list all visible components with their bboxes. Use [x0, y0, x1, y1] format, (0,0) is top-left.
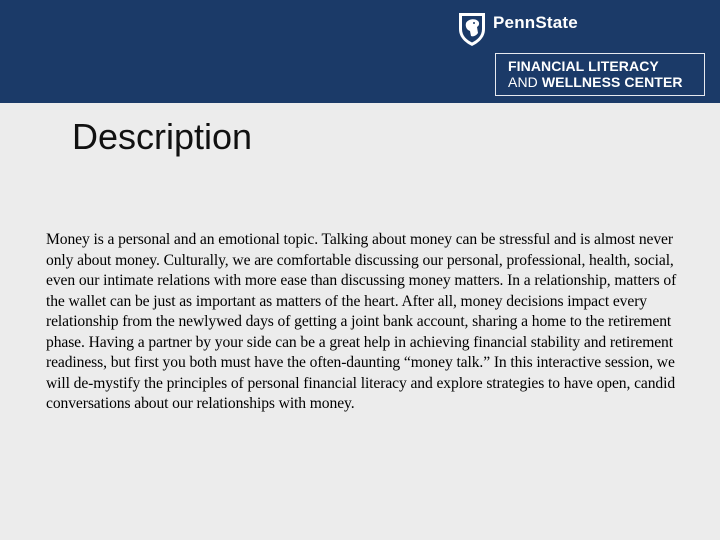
center-name-line1: FINANCIAL LITERACY — [508, 58, 659, 74]
center-logo-box — [495, 53, 705, 96]
slide-title: Description — [72, 116, 253, 157]
header-banner — [0, 0, 720, 103]
center-name-line2-thin: AND — [508, 74, 542, 90]
center-name-line2-bold: WELLNESS CENTER — [541, 74, 683, 90]
penn-state-wordmark: PennState — [493, 13, 578, 32]
nittany-lion-shield-icon — [457, 11, 487, 47]
center-name-line2 — [508, 74, 704, 91]
description-body: Money is a personal and an emotional topic. Talking about money can be stressful and is almost never only about money. Culturally, we are comfortable discussing our personal, professional, health, social, even our intimate relations with more ease than discussing money matters. In a relationship, matters of the wallet can be just as important as matters of the heart. After all, money decisions impact every relationship from the newlywed days of getting a joint bank account, sharing a home to the retirement phase. Having a partner by your side can be a great help in achieving financial stability and retirement readiness, but first you both must have the often-daunting “money talk.” In this interactive session, we will de-mystify the principles of personal financial literacy and explore strategies to have open, candid conversations about our relationships with money. — [46, 231, 677, 412]
